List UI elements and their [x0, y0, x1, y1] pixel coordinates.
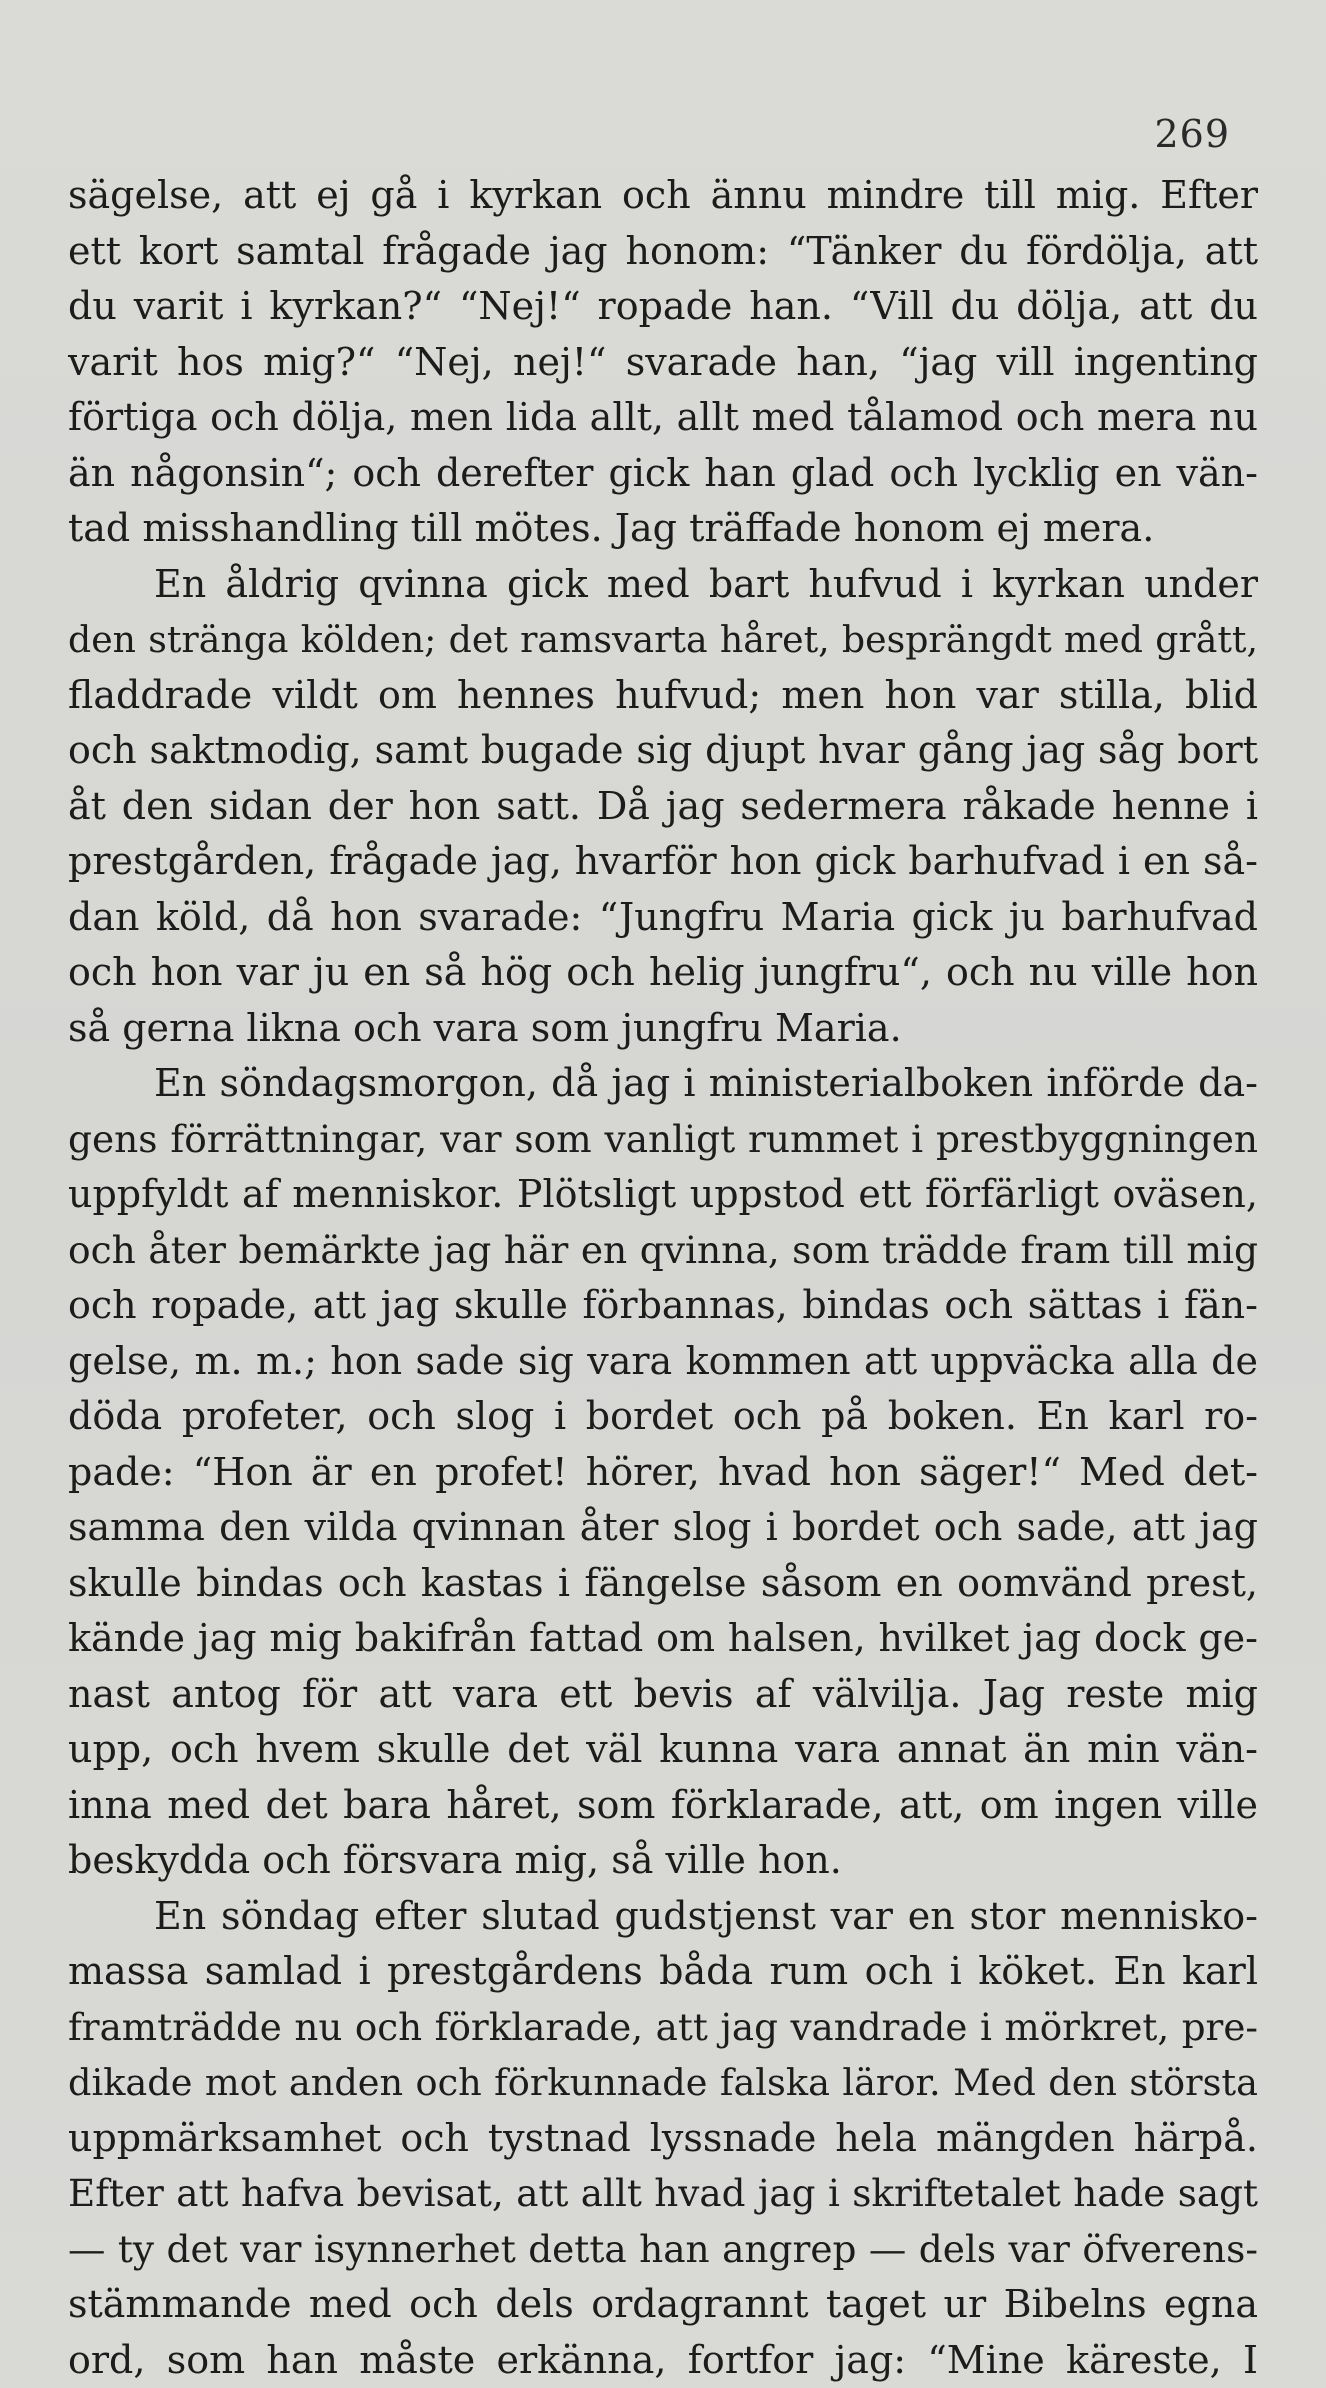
text-line: beskydda och försvara mig, så ville hon. [68, 1833, 1258, 1889]
text-line: och saktmodig, samt bugade sig djupt hvar gång jag såg bort [68, 723, 1258, 779]
text-line: dikade mot anden och förkunnade falska läror. Med den största [68, 2055, 1258, 2111]
text-line: uppmärksamhet och tystnad lyssnade hela mängden härpå. [68, 2111, 1258, 2167]
text-line: kände jag mig bakifrån fattad om halsen, hvilket jag dock ge- [68, 1611, 1258, 1667]
text-line: Efter att hafva bevisat, att allt hvad jag i skriftetalet hade sagt [68, 2166, 1258, 2222]
text-line: skulle bindas och kastas i fängelse såsom en oomvänd prest, [68, 1556, 1258, 1612]
text-line: sägelse, att ej gå i kyrkan och ännu mindre till mig. Efter [68, 168, 1258, 224]
text-line: åt den sidan der hon satt. Då jag sedermera råkade henne i [68, 779, 1258, 835]
page-number: 269 [1154, 112, 1230, 156]
text-line: gelse, m. m.; hon sade sig vara kommen att uppväcka alla de [68, 1334, 1258, 1390]
text-line: stämmande med och dels ordagrannt taget ur Bibelns egna [68, 2277, 1258, 2333]
text-line: gens förrättningar, var som vanligt rummet i prestbyggningen [68, 1112, 1258, 1168]
text-line: samma den vilda qvinnan åter slog i bordet och sade, att jag [68, 1500, 1258, 1556]
text-line: och åter bemärkte jag här en qvinna, som trädde fram till mig [68, 1223, 1258, 1279]
text-line: dan köld, då hon svarade: “Jungfru Maria gick ju barhufvad [68, 890, 1258, 946]
text-line: tad misshandling till mötes. Jag träffade honom ej mera. [68, 501, 1258, 557]
text-line: och ropade, att jag skulle förbannas, bindas och sättas i fän- [68, 1278, 1258, 1334]
text-line: döda profeter, och slog i bordet och på boken. En karl ro- [68, 1389, 1258, 1445]
text-line: den stränga kölden; det ramsvarta håret, besprängdt med grått, [68, 612, 1258, 668]
text-line: och hon var ju en så hög och helig jungfru“, och nu ville hon [68, 945, 1258, 1001]
text-line: nast antog för att vara ett bevis af välvilja. Jag reste mig [68, 1667, 1258, 1723]
text-line: En söndag efter slutad gudstjenst var en stor mennisko- [68, 1889, 1258, 1945]
text-line: En åldrig qvinna gick med bart hufvud i kyrkan under [68, 557, 1258, 613]
text-line: ord, som han måste erkänna, fortfor jag: “Mine käreste, I [68, 2333, 1258, 2388]
text-line: förtiga och dölja, men lida allt, allt med tålamod och mera nu [68, 390, 1258, 446]
text-line: uppfyldt af menniskor. Plötsligt uppstod ett förfärligt oväsen, [68, 1167, 1258, 1223]
text-line: inna med det bara håret, som förklarade, att, om ingen ville [68, 1778, 1258, 1834]
text-line: — ty det var isynnerhet detta han angrep — dels var öfverens- [68, 2222, 1258, 2278]
text-line: så gerna likna och vara som jungfru Maria. [68, 1001, 1258, 1057]
text-line: ett kort samtal frågade jag honom: “Tänker du fördölja, att [68, 224, 1258, 280]
text-line: du varit i kyrkan?“ “Nej!“ ropade han. “Vill du dölja, att du [68, 279, 1258, 335]
text-line: framträdde nu och förklarade, att jag vandrade i mörkret, pre- [68, 2000, 1258, 2056]
text-line: varit hos mig?“ “Nej, nej!“ svarade han, “jag vill ingenting [68, 335, 1258, 391]
text-line: fladdrade vildt om hennes hufvud; men hon var stilla, blid [68, 668, 1258, 724]
text-line: än någonsin“; och derefter gick han glad och lycklig en vän- [68, 446, 1258, 502]
text-line: massa samlad i prestgårdens båda rum och i köket. En karl [68, 1944, 1258, 2000]
text-line: upp, och hvem skulle det väl kunna vara annat än min vän- [68, 1722, 1258, 1778]
body-text [68, 168, 1258, 2388]
text-line: pade: “Hon är en profet! hörer, hvad hon säger!“ Med det- [68, 1445, 1258, 1501]
text-line: En söndagsmorgon, då jag i ministerialboken införde da- [68, 1056, 1258, 1112]
text-line: prestgården, frågade jag, hvarför hon gick barhufvad i en så- [68, 834, 1258, 890]
